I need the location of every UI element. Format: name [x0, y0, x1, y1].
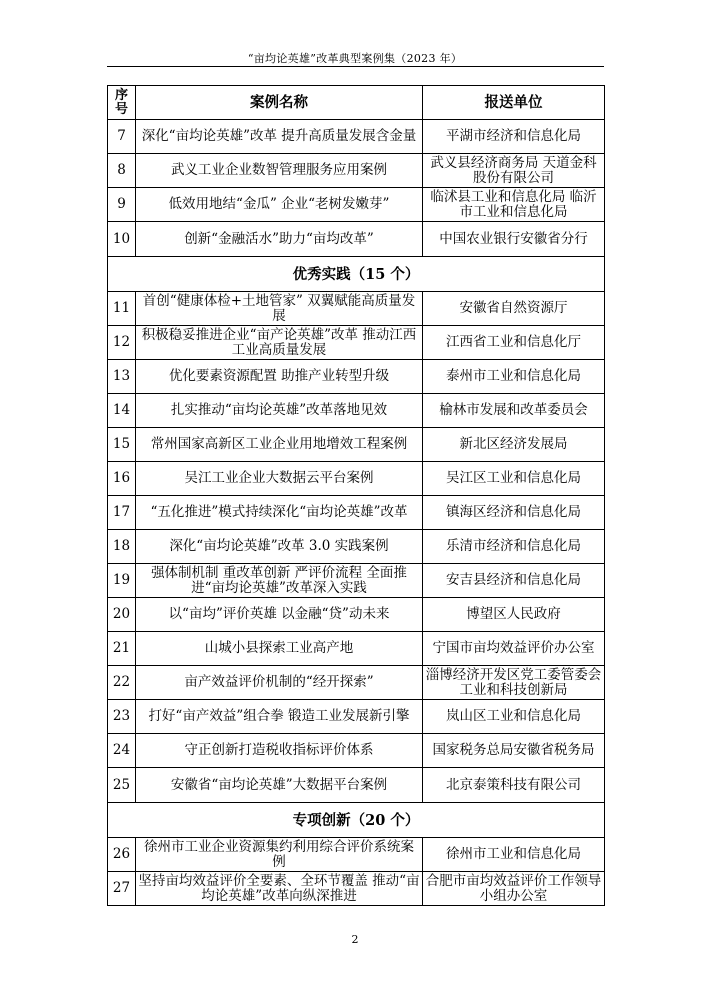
table-row	[108, 598, 605, 632]
row-number: 16	[108, 462, 136, 496]
case-name: 以“亩均”评价英雄 以金融“贷”动未来	[136, 598, 423, 632]
table-row	[108, 120, 605, 154]
reporting-unit: 武义县经济商务局 天道金科股份有限公司	[423, 154, 605, 188]
reporting-unit: 中国农业银行安徽省分行	[423, 222, 605, 257]
reporting-unit: 镇海区经济和信息化局	[423, 496, 605, 530]
reporting-unit: 岚山区工业和信息化局	[423, 700, 605, 734]
table-row	[108, 838, 605, 872]
case-name: 吴江工业企业大数据云平台案例	[136, 462, 423, 496]
row-number: 27	[108, 872, 136, 906]
reporting-unit: 平湖市经济和信息化局	[423, 120, 605, 154]
table-row	[108, 292, 605, 326]
section-title-excellent: 优秀实践（15 个）	[108, 257, 605, 292]
row-number: 23	[108, 700, 136, 734]
row-number: 11	[108, 292, 136, 326]
case-name: 徐州市工业企业资源集约利用综合评价系统案例	[136, 838, 423, 872]
reporting-unit: 北京泰策科技有限公司	[423, 768, 605, 803]
row-number: 14	[108, 394, 136, 428]
reporting-unit: 临沭县工业和信息化局 临沂市工业和信息化局	[423, 188, 605, 222]
table-row	[108, 360, 605, 394]
reporting-unit: 宁国市亩均效益评价办公室	[423, 632, 605, 666]
table-row	[108, 530, 605, 564]
table-row	[108, 428, 605, 462]
column-header-name: 案例名称	[136, 86, 423, 120]
case-name: 安徽省“亩均论英雄”大数据平台案例	[136, 768, 423, 803]
table-row	[108, 394, 605, 428]
table-row	[108, 700, 605, 734]
reporting-unit: 博望区人民政府	[423, 598, 605, 632]
row-number: 26	[108, 838, 136, 872]
case-name: 低效用地结“金瓜” 企业“老树发嫩芽”	[136, 188, 423, 222]
row-number: 24	[108, 734, 136, 768]
table-row	[108, 734, 605, 768]
case-name: 坚持亩均效益评价全要素、全环节覆盖 推动“亩均论英雄”改革向纵深推进	[136, 872, 423, 906]
header-rule	[107, 66, 604, 67]
row-number: 20	[108, 598, 136, 632]
row-number: 13	[108, 360, 136, 394]
reporting-unit: 泰州市工业和信息化局	[423, 360, 605, 394]
section-row-special	[108, 803, 605, 838]
table-row	[108, 564, 605, 598]
running-header: “亩均论英雄”改革典型案例集（2023 年）	[247, 52, 463, 65]
table-row	[108, 188, 605, 222]
section-title-special: 专项创新（20 个）	[108, 803, 605, 838]
row-number: 12	[108, 326, 136, 360]
case-name: 武义工业企业数智管理服务应用案例	[136, 154, 423, 188]
reporting-unit: 新北区经济发展局	[423, 428, 605, 462]
row-number: 21	[108, 632, 136, 666]
table-header-row	[108, 86, 605, 120]
row-number: 19	[108, 564, 136, 598]
row-number: 10	[108, 222, 136, 257]
case-name: 打好“亩产效益”组合拳 锻造工业发展新引擎	[136, 700, 423, 734]
reporting-unit: 榆林市发展和改革委员会	[423, 394, 605, 428]
case-name: 山城小县探索工业高产地	[136, 632, 423, 666]
row-number: 25	[108, 768, 136, 803]
table-row	[108, 632, 605, 666]
row-number: 17	[108, 496, 136, 530]
case-name: 强体制机制 重改革创新 严评价流程 全面推进“亩均论英雄”改革深入实践	[136, 564, 423, 598]
case-name: 优化要素资源配置 助推产业转型升级	[136, 360, 423, 394]
case-table	[107, 85, 605, 906]
case-name: 常州国家高新区工业企业用地增效工程案例	[136, 428, 423, 462]
row-number: 18	[108, 530, 136, 564]
case-name: 扎实推动“亩均论英雄”改革落地见效	[136, 394, 423, 428]
case-name: 深化“亩均论英雄”改革 3.0 实践案例	[136, 530, 423, 564]
reporting-unit: 国家税务总局安徽省税务局	[423, 734, 605, 768]
reporting-unit: 徐州市工业和信息化局	[423, 838, 605, 872]
table-row	[108, 872, 605, 906]
reporting-unit: 合肥市亩均效益评价工作领导小组办公室	[423, 872, 605, 906]
case-name: 积极稳妥推进企业“亩产论英雄”改革 推动江西工业高质量发展	[136, 326, 423, 360]
table-row	[108, 222, 605, 257]
row-number: 22	[108, 666, 136, 700]
table-row	[108, 496, 605, 530]
case-name: 亩产效益评价机制的“经开探索”	[136, 666, 423, 700]
table-row	[108, 666, 605, 700]
row-number: 8	[108, 154, 136, 188]
reporting-unit: 乐清市经济和信息化局	[423, 530, 605, 564]
row-number: 7	[108, 120, 136, 154]
column-header-no: 序号	[108, 86, 136, 120]
table-row	[108, 326, 605, 360]
case-name: 首创“健康体检+土地管家” 双翼赋能高质量发展	[136, 292, 423, 326]
case-name: 深化“亩均论英雄”改革 提升高质量发展含金量	[136, 120, 423, 154]
row-number: 15	[108, 428, 136, 462]
row-number: 9	[108, 188, 136, 222]
reporting-unit: 江西省工业和信息化厅	[423, 326, 605, 360]
section-row-excellent	[108, 257, 605, 292]
reporting-unit: 安徽省自然资源厅	[423, 292, 605, 326]
reporting-unit: 安吉县经济和信息化局	[423, 564, 605, 598]
case-name: 创新“金融活水”助力“亩均改革”	[136, 222, 423, 257]
case-name: 守正创新打造税收指标评价体系	[136, 734, 423, 768]
table-row	[108, 768, 605, 803]
page-number: 2	[351, 933, 359, 946]
case-name: “五化推进”模式持续深化“亩均论英雄”改革	[136, 496, 423, 530]
reporting-unit: 淄博经济开发区党工委管委会工业和科技创新局	[423, 666, 605, 700]
table-row	[108, 462, 605, 496]
column-header-unit: 报送单位	[423, 86, 605, 120]
reporting-unit: 吴江区工业和信息化局	[423, 462, 605, 496]
table-row	[108, 154, 605, 188]
